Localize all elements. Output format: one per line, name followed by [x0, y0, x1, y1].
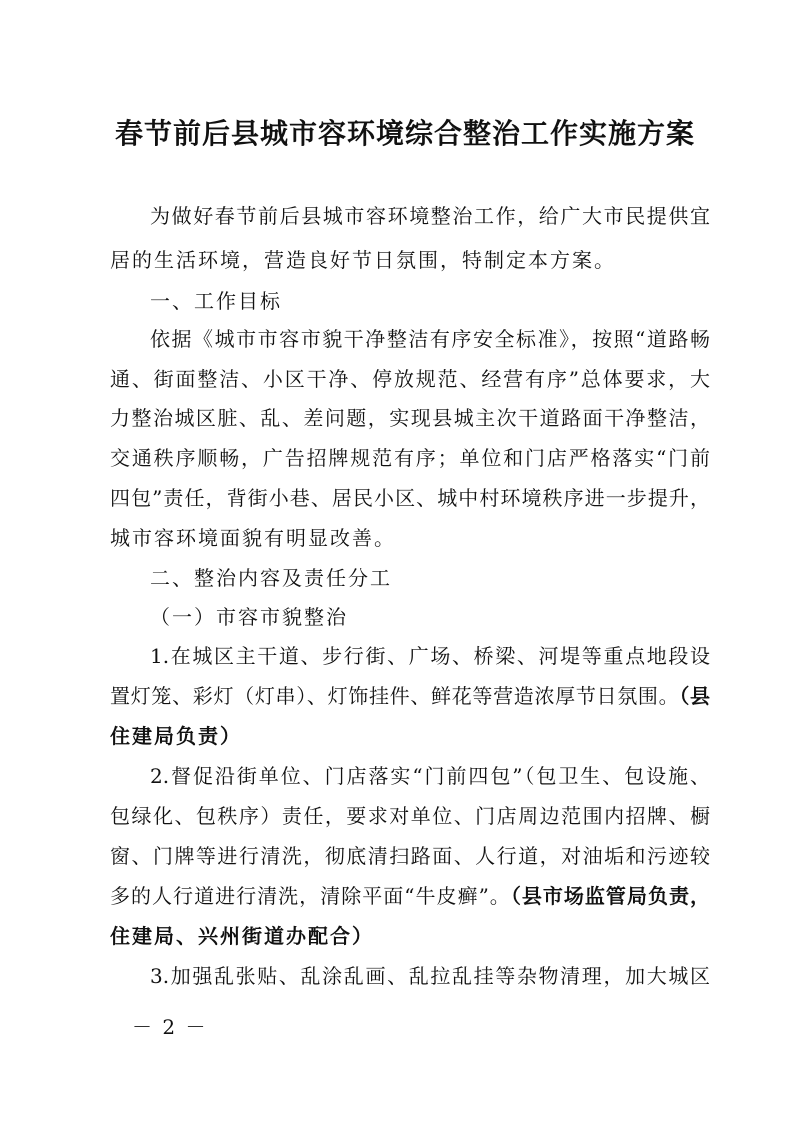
- line-text: 置灯笼、彩灯（灯串）、灯饰挂件、鲜花等营造浓厚节日氛围。: [110, 684, 680, 708]
- heading-text: 二、整治内容及责任分工: [150, 566, 392, 590]
- line-text: 力整治城区脏、乱、差问题，实现县城主次干道路面干净整洁，: [110, 406, 710, 430]
- line-text: 3.加强乱张贴、乱涂乱画、乱拉乱挂等杂物清理，加大城区: [150, 964, 710, 988]
- responsibility-note: （县: [679, 684, 711, 708]
- paragraph-line: [150, 200, 710, 232]
- line-text: 2.督促沿街单位、门店落实“门前四包”（包卫生、包设施、: [150, 764, 710, 788]
- line-text: 依据《城市市容市貌干净整洁有序安全标准》，按照“道路畅: [150, 327, 710, 351]
- paragraph-line: [150, 960, 710, 992]
- paragraph-line: [110, 880, 710, 912]
- line-text: 城市容环境面貌有明显改善。: [110, 526, 396, 550]
- heading-text: 一、工作目标: [150, 289, 282, 313]
- paragraph-line: [150, 760, 710, 792]
- section-heading: [150, 285, 710, 317]
- line-text: 交通秩序顺畅，广告招牌规范有序；单位和门店严格落实“门前: [110, 446, 710, 470]
- document-title: 春节前后县城市容环境综合整治工作实施方案: [114, 117, 695, 150]
- paragraph-line: [110, 800, 710, 832]
- section-heading: [150, 562, 710, 594]
- paragraph-line: [110, 522, 710, 554]
- paragraph-line: [110, 680, 710, 712]
- line-text: 包绿化、包秩序）责任，要求对单位、门店周边范围内招牌、橱: [110, 804, 710, 828]
- line-text: 居的生活环境，营造良好节日氛围，特制定本方案。: [110, 248, 616, 272]
- paragraph-line: [110, 402, 710, 434]
- heading-text: （一）市容市貌整治: [150, 605, 348, 629]
- paragraph-line: [110, 442, 710, 474]
- page-number: － 2 －: [132, 1015, 208, 1039]
- line-text: 多的人行道进行清洗，清除平面“牛皮癣”。: [110, 884, 511, 908]
- line-text: 1.在城区主干道、步行街、广场、桥梁、河堤等重点地段设: [150, 644, 710, 668]
- paragraph-line: [110, 244, 710, 276]
- paragraph-line: [110, 363, 710, 395]
- paragraph-line: [110, 840, 710, 872]
- line-text: 四包”责任，背街小巷、居民小区、城中村环境秩序进一步提升，: [110, 486, 710, 510]
- line-text: 为做好春节前后县城市容环境整治工作，给广大市民提供宜: [150, 204, 710, 228]
- paragraph-line: [110, 720, 710, 752]
- line-text: 窗、门牌等进行清洗，彻底清扫路面、人行道，对油垢和污迹较: [110, 844, 710, 868]
- paragraph-line: [110, 482, 710, 514]
- paragraph-line: [150, 640, 710, 672]
- responsibility-note: 住建局负责）: [110, 724, 242, 748]
- subsection-heading: [150, 601, 710, 633]
- paragraph-line: [150, 323, 710, 355]
- responsibility-note: 住建局、兴州街道办配合）: [110, 924, 374, 948]
- responsibility-note: （县市场监管局负责，: [510, 884, 710, 908]
- line-text: 通、街面整洁、小区干净、停放规范、经营有序”总体要求，大: [110, 367, 710, 391]
- paragraph-line: [110, 920, 710, 952]
